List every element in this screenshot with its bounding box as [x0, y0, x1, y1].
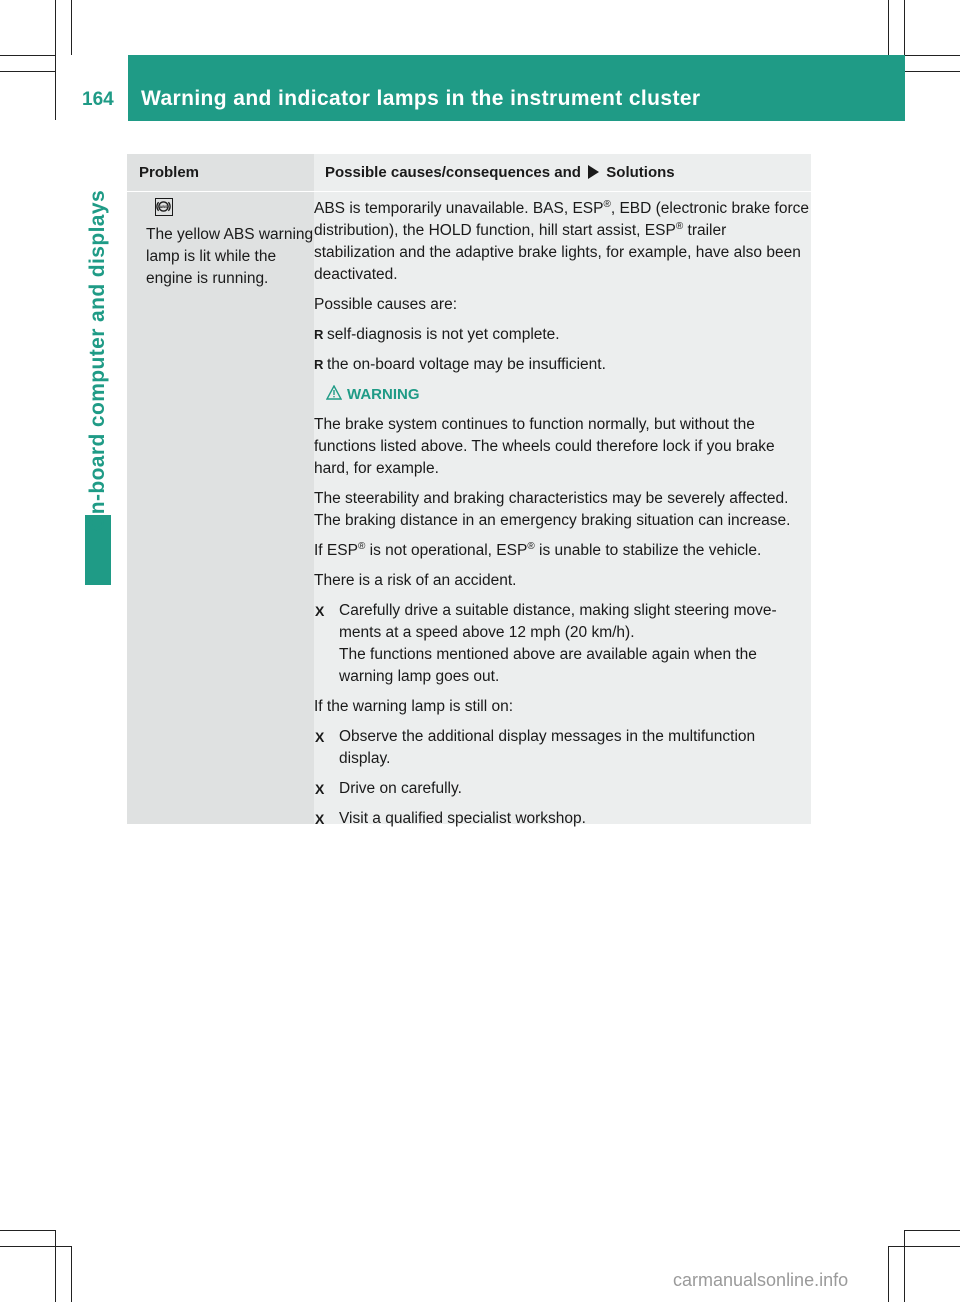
warning-text: If ESP — [314, 542, 358, 559]
crop-mark — [904, 1230, 905, 1302]
crop-mark — [55, 0, 56, 120]
crop-mark — [0, 71, 55, 72]
page-number-text: 164 — [82, 89, 114, 110]
watermark: carmanualsonline.info — [673, 1270, 849, 1290]
warning-label: WARNING — [347, 386, 420, 403]
warning-heading — [314, 384, 809, 406]
causes-label: Possible causes are: — [314, 296, 458, 313]
problem-description: The yellow ABS warning lamp is lit while the engine is running. — [146, 226, 314, 287]
crop-mark — [888, 1246, 960, 1247]
registered-mark: ® — [675, 220, 684, 232]
crop-mark — [888, 1246, 889, 1302]
step-item: X Drive on carefully. — [314, 778, 809, 800]
column-header-solutions-prefix: Possible causes/consequences and — [325, 164, 581, 181]
intro-paragraph — [314, 198, 809, 286]
crop-mark — [905, 55, 960, 56]
crop-mark — [0, 1230, 55, 1231]
crop-mark — [888, 0, 889, 55]
registered-mark: ® — [603, 198, 611, 210]
column-header-solutions-suffix: Solutions — [606, 164, 675, 181]
warning-text: is unable to stabilize the vehicle. — [534, 542, 762, 559]
crop-mark — [71, 1246, 72, 1302]
step-item — [314, 600, 809, 688]
crop-mark — [0, 55, 55, 56]
intro-text-1: ABS is temporarily unavailable. BAS, ESP — [314, 200, 604, 217]
svg-text:ABS: ABS — [159, 205, 168, 210]
warning-paragraph: The brake system continues to function normally, but without the functions listed above. The wheels could therefore lock if you brake hard, for example. — [314, 416, 775, 477]
warning-paragraph — [314, 540, 809, 562]
crop-mark — [55, 1230, 56, 1302]
intro-text-3: trailer stabilization and the adaptive brake lights, for example, have also been deactivated. — [314, 222, 801, 283]
intro-text-2: , EBD (electronic brake force distribution), the HOLD function, hill start assist, ESP — [314, 200, 809, 239]
list-item: R self-diagnosis is not yet complete. — [314, 324, 809, 346]
solutions-content — [314, 198, 809, 830]
step-item: X Observe the additional display messages in the multifunction display. — [314, 726, 809, 770]
abs-warning-lamp-icon — [155, 198, 173, 216]
column-header-problem: Problem — [139, 164, 200, 181]
warning-triangle-icon — [326, 385, 342, 400]
crop-mark — [905, 71, 960, 72]
warning-text: is not operational, ESP — [365, 542, 528, 559]
step-item: X Visit a qualified specialist workshop. — [314, 808, 809, 830]
page-title: Warning and indicator lamps in the instrument cluster — [141, 87, 701, 110]
warning-paragraph: The steerability and braking characteristics may be severely affected. The braking distance in an emergency braking situation can increase. — [314, 490, 791, 529]
warning-paragraph: There is a risk of an accident. — [314, 572, 517, 589]
crop-mark — [71, 0, 72, 55]
registered-mark: ® — [357, 540, 366, 552]
play-arrow-icon — [588, 165, 599, 179]
still-on-label: If the warning lamp is still on: — [314, 698, 514, 715]
registered-mark: ® — [527, 540, 535, 552]
crop-mark — [0, 1246, 71, 1247]
list-item: R the on-board voltage may be insufficient. — [314, 354, 809, 376]
side-tab-label: On-board computer and displays — [86, 189, 109, 531]
header-separator — [127, 191, 811, 192]
crop-mark — [905, 1230, 960, 1231]
step-text: Carefully drive a suitable distance, making slight steering movements at a speed above 12 mph (20 km/h). — [339, 602, 777, 641]
column-header-solutions — [325, 164, 675, 181]
step-note: The functions mentioned above are available again when the warning lamp goes out. — [339, 646, 757, 685]
